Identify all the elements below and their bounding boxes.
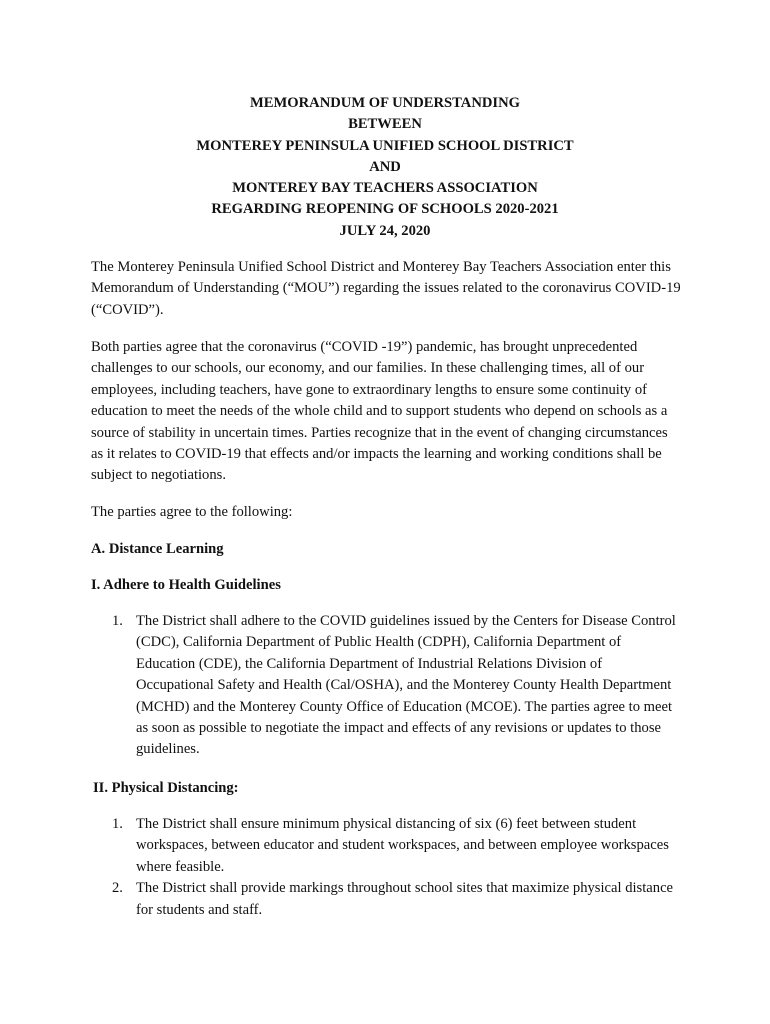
title-line: MONTEREY BAY TEACHERS ASSOCIATION bbox=[232, 180, 538, 197]
health-guidelines-list bbox=[91, 611, 683, 761]
list-item-text: The District shall provide markings throughout school sites that maximize physical distance for students and staff. bbox=[136, 880, 674, 918]
background-paragraph: Both parties agree that the coronavirus (“COVID -19”) pandemic, has brought unprecedented challenges to our schools, our economy, and our families. In these challenging times, all of our employees, including teachers, have gone to extraordinary lengths to ensure some continuity of education to meet the needs of the whole child and to support students who depend on schools as a source of stability in uncertain times. Parties recognize that in the event of changing circumstances as it relates to COVID-19 that effects and/or impacts the learning and working conditions shall be subject to negotiations. bbox=[91, 339, 668, 484]
section-a-heading: A. Distance Learning bbox=[91, 541, 224, 557]
title-line: AND bbox=[369, 158, 401, 175]
list-item-number: 1. bbox=[112, 613, 123, 629]
list-item bbox=[91, 611, 683, 761]
list-item bbox=[91, 814, 683, 878]
agreement-lead-paragraph: The parties agree to the following: bbox=[91, 504, 293, 520]
physical-distancing-list bbox=[91, 814, 683, 921]
title-date: JULY 24, 2020 bbox=[339, 222, 431, 239]
title-line: MONTEREY PENINSULA UNIFIED SCHOOL DISTRICT bbox=[196, 137, 574, 154]
section-i-heading: I. Adhere to Health Guidelines bbox=[91, 577, 281, 593]
intro-paragraph: The Monterey Peninsula Unified School District and Monterey Bay Teachers Association enter this Memorandum of Understanding (“MOU”) regarding the issues related to the coronavirus COVID-19 (“COVID”). bbox=[91, 259, 681, 318]
list-item-text: The District shall adhere to the COVID guidelines issued by the Centers for Disease Control (CDC), California Department of Public Health (CDPH), California Department of Education (CDE), the California Department of Industrial Relations Division of Occupational Safety and Health (Cal/OSHA), and the Monterey County Health Department (MCHD) and the Monterey County Office of Education (MCOE). The parties agree to meet as soon as possible to negotiate the impact and effects of any revisions or updates to those guidelines. bbox=[136, 613, 676, 758]
title-line: REGARDING REOPENING OF SCHOOLS 2020-2021 bbox=[211, 201, 559, 218]
list-item bbox=[91, 878, 683, 921]
list-item-number: 1. bbox=[112, 816, 123, 832]
section-ii-heading: II. Physical Distancing: bbox=[93, 780, 239, 796]
title-line: BETWEEN bbox=[348, 116, 422, 133]
list-item-number: 2. bbox=[112, 880, 123, 897]
list-item-text: The District shall ensure minimum physical distancing of six (6) feet between student workspaces, between educator and student workspaces, and between employee workspaces where feasible. bbox=[136, 816, 669, 875]
title-line: MEMORANDUM OF UNDERSTANDING bbox=[250, 95, 520, 111]
document-title bbox=[0, 93, 770, 242]
